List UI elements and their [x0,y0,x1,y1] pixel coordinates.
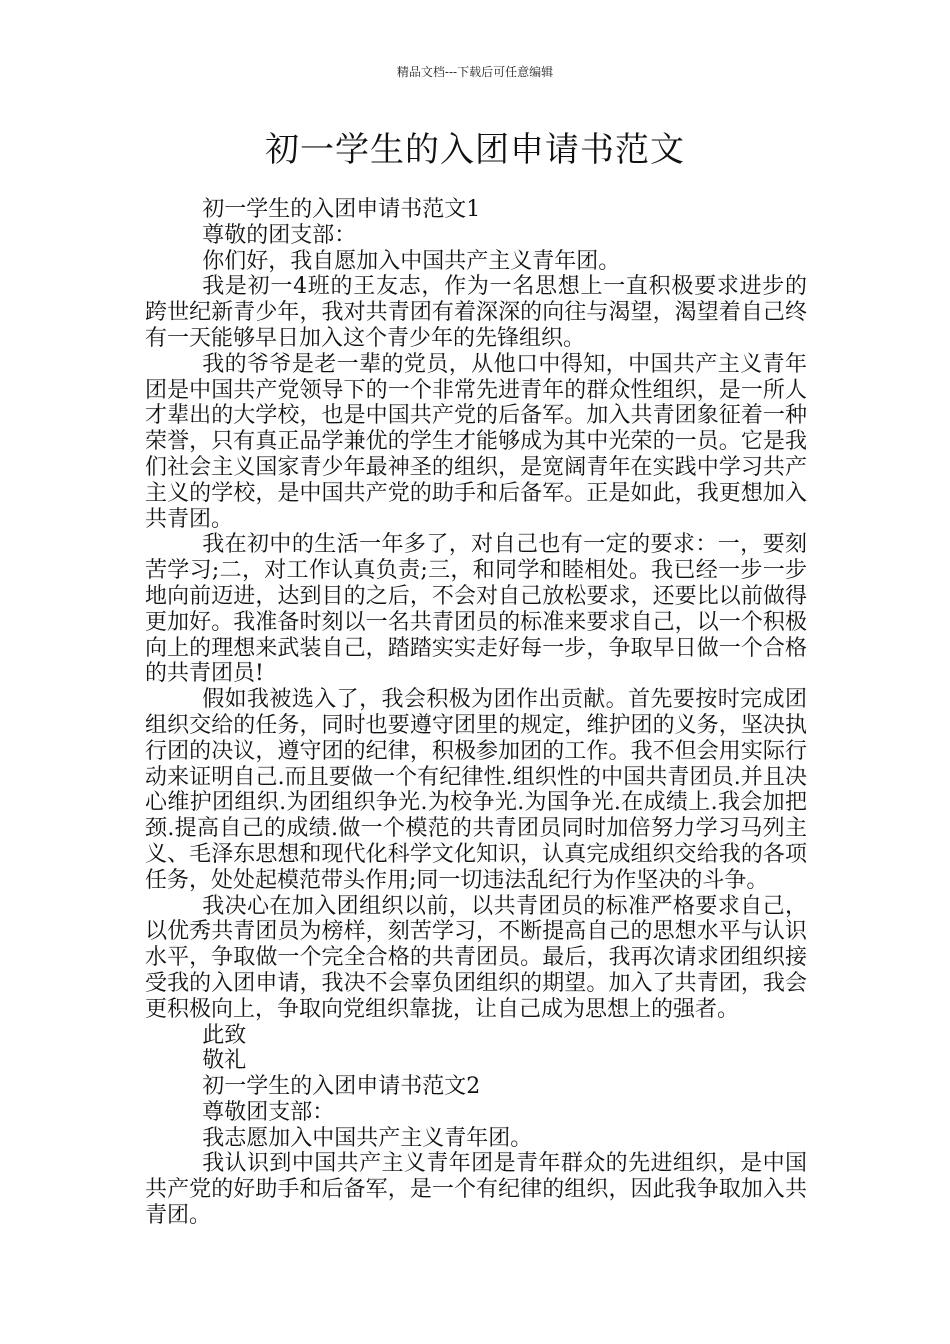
header-note: 精品文档---下载后可任意编辑 [396,65,554,79]
body-paragraph: 我是初一4班的王友志，作为一名思想上一直积极要求进步的跨世纪新青少年，我对共青团有着深深的向往与渴望，渴望着自己终有一天能够早日加入这个青少年的先锋组织。 [145,274,807,351]
body-paragraph: 我的爷爷是老一辈的党员，从他口中得知，中国共产主义青年团是中国共产党领导下的一个非常先进青年的群众性组织，是一所人才辈出的大学校，也是中国共产党的后备军。加入共青团象征着一种荣誉，只有真正品学兼优的学生才能够成为其中光荣的一员。它是我们社会主义国家青少年最神圣的组织，是宽阔青年在实践中学习共产主义的学校，是中国共产党的助手和后备军。正是如此，我更想加入共青团。 [145,351,807,532]
body-paragraph: 我在初中的生活一年多了，对自己也有一定的要求：一，要刻苦学习;二，对工作认真负责;三，和同学和睦相处。我已经一步一步地向前迈进，达到目的之后，不会对自己放松要求，还要比以前做得更加好。我准备时刻以一名共青团员的标准来要求自己，以一个积极向上的理想来武装自己，踏踏实实走好每一步，争取早日做一个合格的共青团员! [145,532,807,687]
body-paragraph: 假如我被选入了，我会积极为团作出贡献。首先要按时完成团组织交给的任务，同时也要遵守团里的规定，维护团的义务，坚决执行团的决议，遵守团的纪律，积极参加团的工作。我不但会用实际行动来证明自己.而且要做一个有纪律性.组织性的中国共青团员.并且决心维护团组织.为团组织争光.为校争光.为国争光.在成绩上.我会加把颈.提高自己的成绩.做一个模范的共青团员同时加倍努力学习马列主义、毛泽东思想和现代化科学文化知识，认真完成组织交给我的各项任务，处处起模范带头作用;同一切违法乱纪行为作坚决的斗争。 [145,687,807,893]
salutation-2: 尊敬团支部： [202,1099,335,1125]
greeting-paragraph: 你们好，我自愿加入中国共产主义青年团。 [202,248,621,274]
section-heading-1: 初一学生的入团申请书范文1 [202,197,481,222]
salutation-1: 尊敬的团支部： [202,222,357,248]
closing-line: 敬礼 [202,1048,247,1074]
body-paragraph: 我志愿加入中国共产主义青年团。 [202,1125,533,1151]
body-paragraph: 我认识到中国共产主义青年团是青年群众的先进组织，是中国共产党的好助手和后备军，是一个有纪律的组织，因此我争取加入共青团。 [145,1151,807,1229]
document-title: 初一学生的入团申请书范文 [265,130,685,170]
body-paragraph: 我决心在加入团组织以前，以共青团员的标准严格要求自己，以优秀共青团员为榜样，刻苦学习，不断提高自己的思想水平与认识水平，争取做一个完全合格的共青团员。最后，我再次请求团组织接受我的入团申请，我决不会辜负团组织的期望。加入了共青团，我会更积极向上，争取向党组织靠拢，让自己成为思想上的强者。 [145,893,807,1022]
section-heading-2: 初一学生的入团申请书范文2 [202,1074,481,1100]
document-body [145,197,807,1229]
closing-line: 此致 [202,1022,247,1048]
